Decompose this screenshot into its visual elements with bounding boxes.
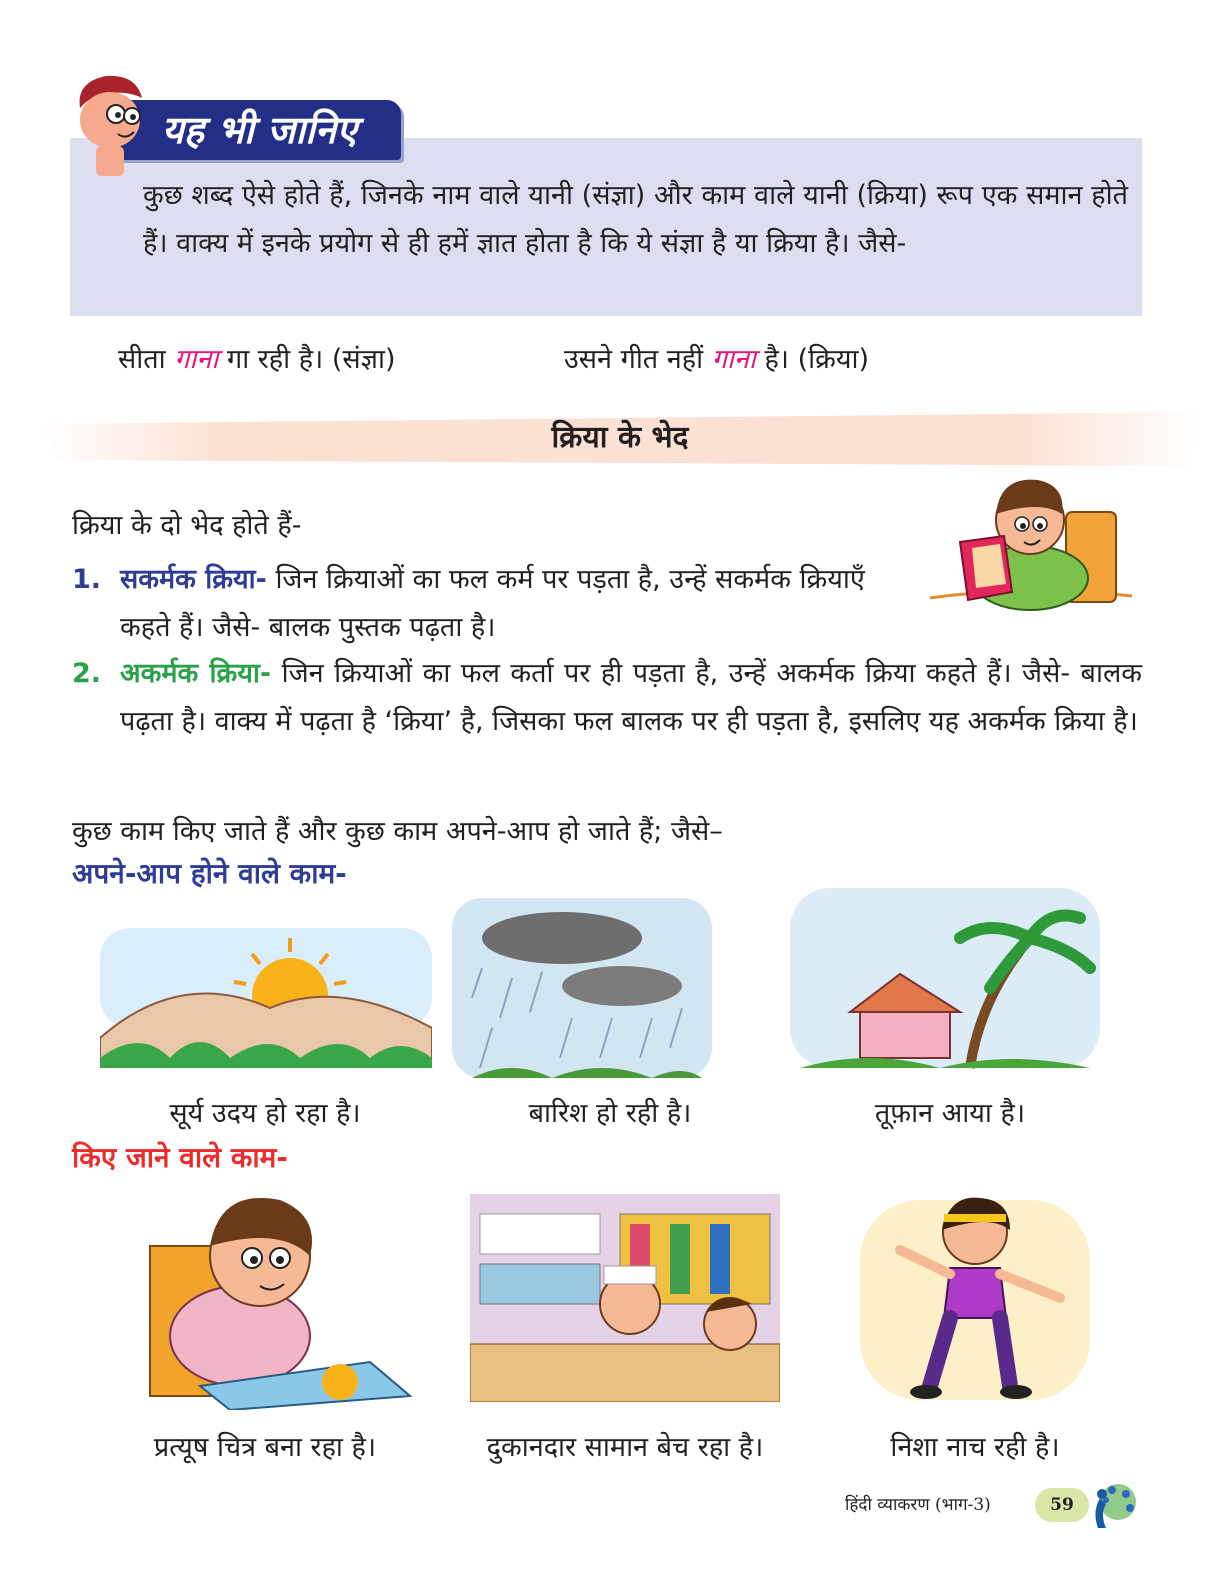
type-2-intransitive: 2. अकर्मक क्रिया- जिन क्रियाओं का फल कर्ता पर ही पड़ता है, उन्हें अकर्मक क्रिया कहते हैं। जैसे- बालक पढ़ता है। वाक्य में पढ़ता है ‘क्रिया’ है, जिसका फल बालक पर ही पड़ता है, इसलिए यह अकर्मक क्रिया है। [72, 658, 1143, 737]
type-1-transitive: 1. सकर्मक क्रिया- जिन क्रियाओं का फल कर्म पर पड़ता है, उन्हें सकर्मक क्रियाएँ कहते हैं। जैसे- बालक पुस्तक पढ़ता है। [72, 564, 865, 643]
peacock-icon [1082, 1478, 1140, 1536]
book-title: हिंदी व्याकरण (भाग-3) [845, 1495, 991, 1515]
example-2: उसने गीत नहीं गाना है। (क्रिया) [564, 344, 870, 375]
boy-drawing-illustration [120, 1186, 420, 1410]
auto-work-heading: अपने-आप होने वाले काम- [72, 857, 347, 890]
caption-shopkeeper: दुकानदार सामान बेच रहा है। [486, 1432, 764, 1463]
type-1-desc: जिन क्रियाओं का फल कर्म पर पड़ता है, उन्हें सकर्मक क्रियाएँ कहते हैं। जैसे- बालक पुस्तक पढ़ता है। [120, 564, 865, 643]
mascot-boy-illustration [66, 68, 156, 180]
example-sentences [118, 338, 1138, 382]
caption-sunrise: सूर्य उदय हो रहा है। [169, 1098, 361, 1129]
info-box-text: कुछ शब्द ऐसे होते हैं, जिनके नाम वाले यानी (संज्ञा) और काम वाले यानी (क्रिया) रूप एक समान होते हैं। वाक्य में इनके प्रयोग से ही हमें ज्ञात होता है कि ये संज्ञा है या क्रिया है। जैसे- [143, 180, 1128, 259]
page-number: 59 [1035, 1488, 1089, 1522]
storm-illustration [790, 878, 1100, 1078]
sunrise-illustration [100, 918, 432, 1068]
info-box-title: यह भी जानिए [118, 100, 401, 160]
rain-illustration [452, 888, 712, 1088]
shopkeeper-illustration [470, 1194, 780, 1402]
done-work-heading: किए जाने वाले काम- [72, 1141, 288, 1174]
work-intro: कुछ काम किए जाते हैं और कुछ काम अपने-आप हो जाते हैं; जैसे– [72, 816, 723, 847]
example-1: सीता गाना गा रही है। (संज्ञा) [118, 344, 396, 375]
type-1-term: सकर्मक क्रिया- [120, 564, 267, 595]
girl-dancing-illustration [860, 1190, 1090, 1410]
section-heading: क्रिया के भेद [551, 420, 689, 455]
type-2-desc: जिन क्रियाओं का फल कर्ता पर ही पड़ता है, उन्हें अकर्मक क्रिया कहते हैं। जैसे- बालक पढ़ता है। वाक्य में पढ़ता है ‘क्रिया’ है, जिसका फल बालक पर ही पड़ता है, इसलिए यह अकर्मक क्रिया है। [120, 658, 1143, 737]
types-intro: क्रिया के दो भेद होते हैं- [72, 510, 302, 541]
caption-dancing: निशा नाच रही है। [890, 1432, 1060, 1463]
caption-rain: बारिश हो रही है। [528, 1098, 692, 1129]
type-2-term: अकर्मक क्रिया- [120, 658, 272, 689]
caption-drawing: प्रत्यूष चित्र बना रहा है। [153, 1432, 377, 1463]
boy-reading-illustration [920, 466, 1142, 612]
caption-storm: तूफ़ान आया है। [874, 1098, 1026, 1129]
